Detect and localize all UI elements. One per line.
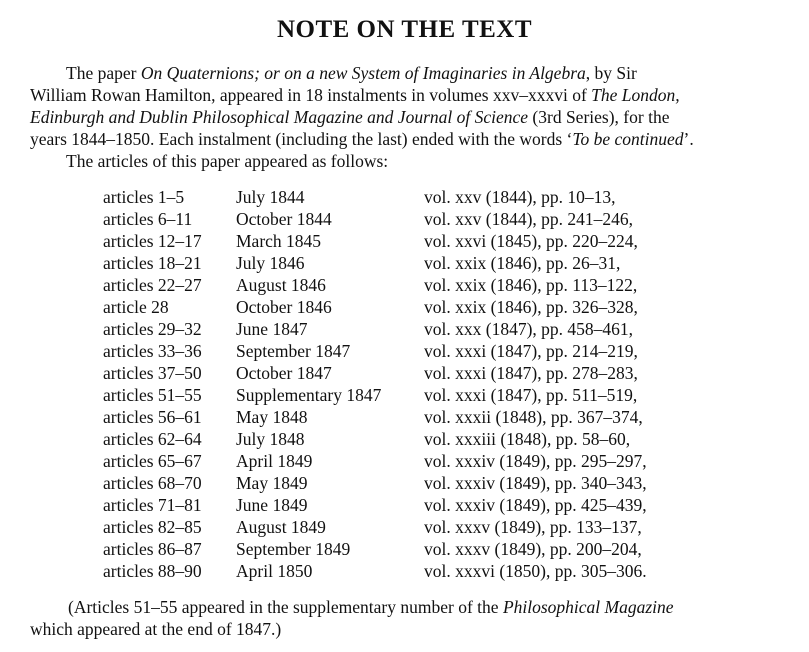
date-cell: March 1845	[236, 231, 322, 251]
following-text: The articles of this paper appeared as follows:	[66, 151, 389, 171]
articles-cell: articles 18–21	[103, 253, 202, 273]
date-cell: October 1844	[236, 209, 332, 229]
table-row	[103, 208, 647, 230]
reference-cell: vol. xxix (1846), pp. 326–328,	[424, 297, 638, 317]
table-row	[103, 296, 647, 318]
table-row	[103, 428, 647, 450]
reference-cell: vol. xxxiii (1848), pp. 58–60,	[424, 429, 631, 449]
articles-cell: articles 6–11	[103, 209, 193, 229]
articles-cell: articles 68–70	[103, 473, 202, 493]
reference-cell: vol. xxxv (1849), pp. 133–137,	[424, 517, 642, 537]
articles-cell: article 28	[103, 297, 169, 317]
reference-cell: vol. xxv (1844), pp. 241–246,	[424, 209, 634, 229]
reference-cell: vol. xxx (1847), pp. 458–461,	[424, 319, 634, 339]
date-cell: October 1846	[236, 297, 332, 317]
articles-cell: articles 71–81	[103, 495, 202, 515]
closing-line: which appeared at the end of 1847.)	[30, 619, 282, 639]
table-row	[103, 450, 647, 472]
articles-cell: articles 88–90	[103, 561, 202, 581]
intro-line: years 1844–1850. Each instalment (including the last) ended with the words ‘To be continued’.	[30, 129, 694, 149]
reference-cell: vol. xxvi (1845), pp. 220–224,	[424, 231, 638, 251]
date-cell: May 1848	[236, 407, 308, 427]
articles-cell: articles 37–50	[103, 363, 202, 383]
reference-cell: vol. xxxi (1847), pp. 511–519,	[424, 385, 638, 405]
articles-cell: articles 51–55	[103, 385, 202, 405]
paper-title: On Quaternions; or on a new System of Imaginaries in Algebra	[140, 63, 586, 83]
table-row	[103, 230, 647, 252]
date-cell: September 1847	[236, 341, 351, 361]
date-cell: Supplementary 1847	[236, 385, 382, 405]
date-cell: July 1848	[236, 429, 305, 449]
articles-cell: articles 65–67	[103, 451, 202, 471]
date-cell: April 1850	[236, 561, 313, 581]
table-row	[103, 560, 647, 582]
date-cell: July 1844	[236, 187, 305, 207]
intro-paragraph	[30, 62, 770, 150]
table-row	[103, 340, 647, 362]
reference-cell: vol. xxv (1844), pp. 10–13,	[424, 187, 616, 207]
articles-cell: articles 56–61	[103, 407, 202, 427]
date-cell: August 1846	[236, 275, 326, 295]
articles-cell: articles 82–85	[103, 517, 202, 537]
reference-cell: vol. xxxvi (1850), pp. 305–306.	[424, 561, 647, 581]
articles-cell: articles 1–5	[103, 187, 185, 207]
reference-cell: vol. xxxii (1848), pp. 367–374,	[424, 407, 643, 427]
reference-cell: vol. xxix (1846), pp. 113–122,	[424, 275, 638, 295]
journal-title-part: Edinburgh and Dublin Philosophical Magazine and Journal of Science	[30, 107, 529, 127]
articles-cell: articles 22–27	[103, 275, 202, 295]
reference-cell: vol. xxxiv (1849), pp. 295–297,	[424, 451, 647, 471]
articles-cell: articles 33–36	[103, 341, 202, 361]
magazine-title: Philosophical Magazine	[502, 597, 674, 617]
articles-cell: articles 86–87	[103, 539, 202, 559]
table-row	[103, 516, 647, 538]
table-row	[103, 252, 647, 274]
journal-title-part: The London,	[591, 85, 680, 105]
articles-cell: articles 12–17	[103, 231, 202, 251]
table-row	[103, 274, 647, 296]
date-cell: September 1849	[236, 539, 351, 559]
date-cell: August 1849	[236, 517, 326, 537]
table-row	[103, 538, 647, 560]
reference-cell: vol. xxxi (1847), pp. 214–219,	[424, 341, 638, 361]
date-cell: October 1847	[236, 363, 332, 383]
intro-line: William Rowan Hamilton, appeared in 18 instalments in volumes xxv–xxxvi of The London,	[30, 85, 680, 105]
table-row	[103, 406, 647, 428]
table-row	[103, 186, 647, 208]
date-cell: June 1849	[236, 495, 308, 515]
intro-line: Edinburgh and Dublin Philosophical Magazine and Journal of Science (3rd Series), for the	[30, 107, 670, 127]
reference-cell: vol. xxxiv (1849), pp. 340–343,	[424, 473, 647, 493]
closing-note	[30, 596, 770, 640]
date-cell: June 1847	[236, 319, 308, 339]
table-row	[103, 362, 647, 384]
reference-cell: vol. xxix (1846), pp. 26–31,	[424, 253, 621, 273]
articles-table	[103, 186, 647, 582]
table-row	[103, 472, 647, 494]
intro-line: The paper On Quaternions; or on a new System of Imaginaries in Algebra, by Sir	[66, 63, 637, 83]
date-cell: April 1849	[236, 451, 313, 471]
reference-cell: vol. xxxv (1849), pp. 200–204,	[424, 539, 642, 559]
page-title: NOTE ON THE TEXT	[276, 16, 533, 43]
articles-cell: articles 29–32	[103, 319, 202, 339]
table-row	[103, 494, 647, 516]
date-cell: May 1849	[236, 473, 308, 493]
closing-line: (Articles 51–55 appeared in the supplementary number of the Philosophical Magazine	[68, 597, 674, 617]
table-row	[103, 384, 647, 406]
table-row	[103, 318, 647, 340]
reference-cell: vol. xxxiv (1849), pp. 425–439,	[424, 495, 647, 515]
reference-cell: vol. xxxi (1847), pp. 278–283,	[424, 363, 638, 383]
date-cell: July 1846	[236, 253, 305, 273]
quoted-phrase: To be continued	[572, 129, 684, 149]
articles-cell: articles 62–64	[103, 429, 202, 449]
